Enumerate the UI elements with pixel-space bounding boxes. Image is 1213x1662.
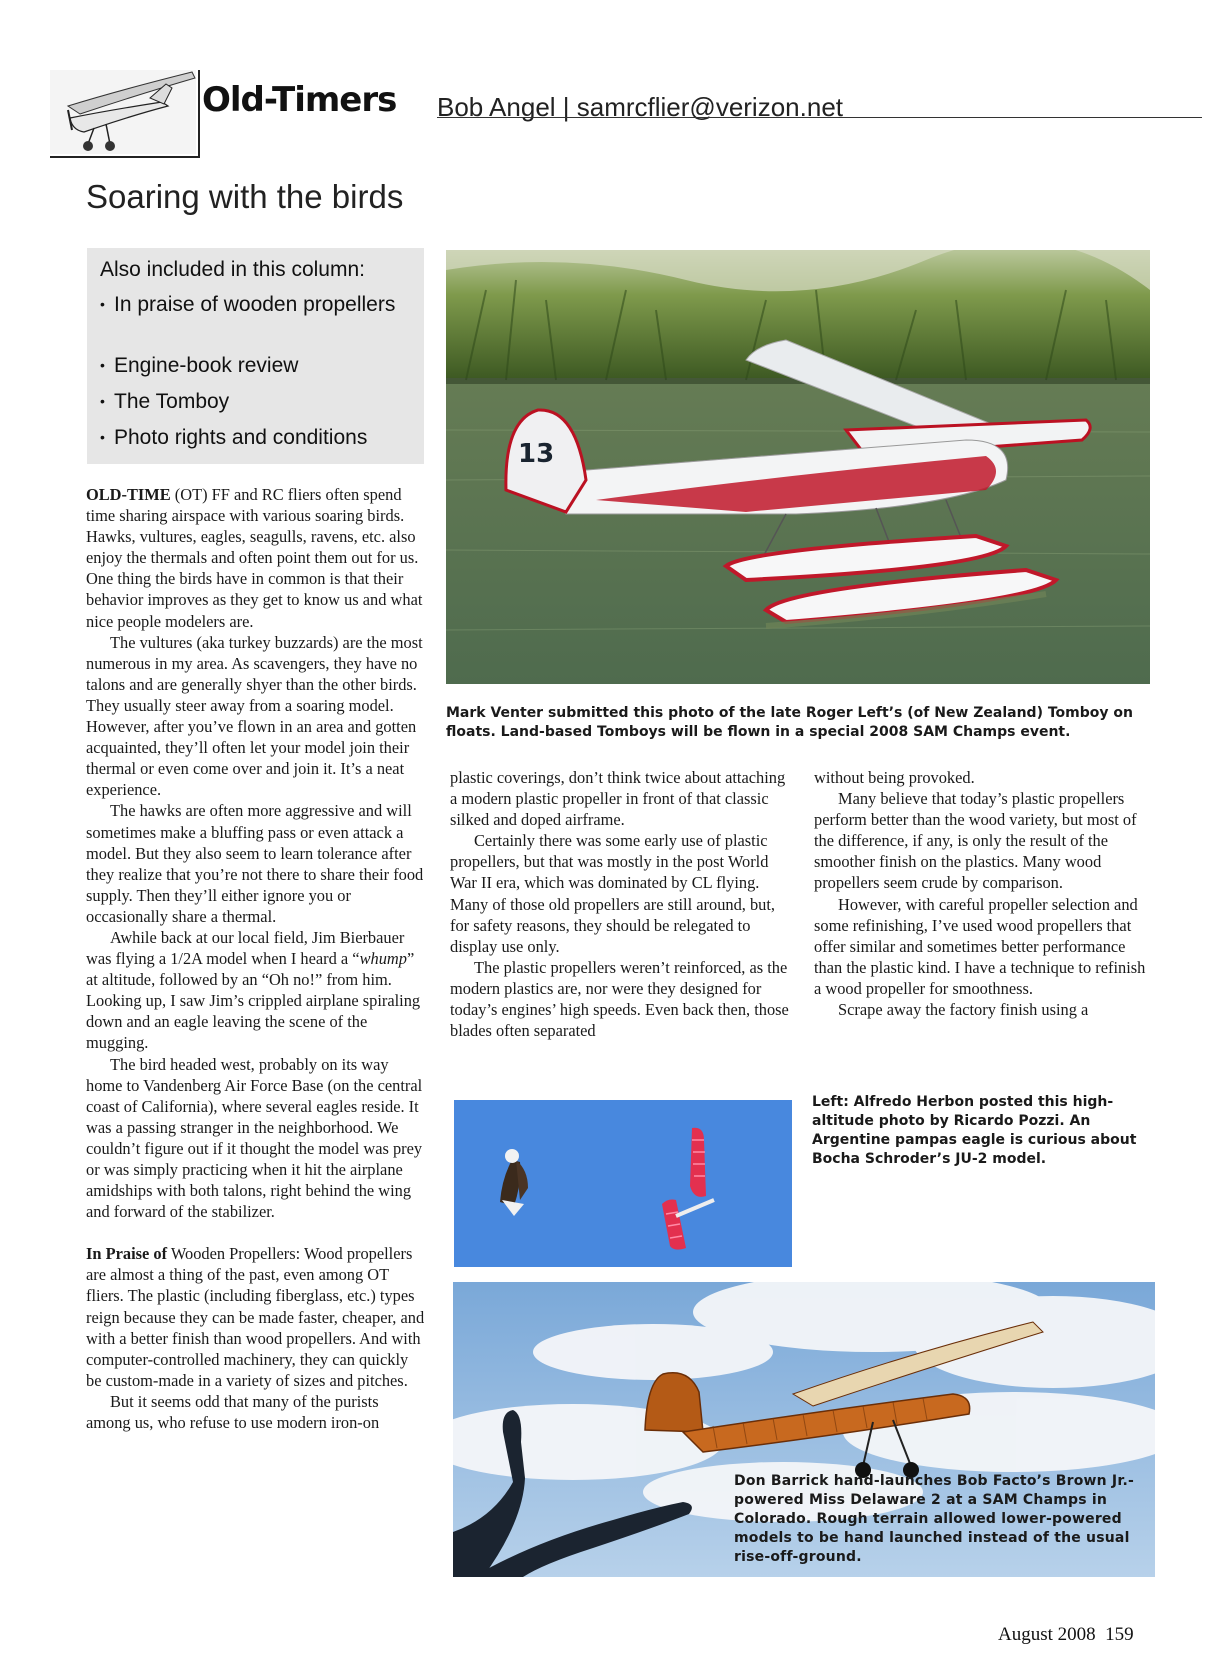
- also-included-item: • Engine-book review: [100, 352, 424, 379]
- also-included-title: Also included in this column:: [100, 258, 365, 281]
- tomboy-photo-caption: Mark Venter submitted this photo of the late Roger Left’s (of New Zealand) Tomboy on floats. Land-based Tomboys will be flown in a special 2008 SAM Champs event.: [446, 705, 1133, 740]
- also-included-item: • Photo rights and conditions: [100, 424, 424, 451]
- eagle-and-model-photo: [454, 1100, 792, 1267]
- paragraph: [86, 1243, 426, 1391]
- emphasis: whump: [359, 949, 407, 969]
- body-column-1: [86, 484, 426, 1433]
- paragraph: The bird headed west, probably on its way home to Vandenberg Air Force Base (on the central coast of California), where several eagles reside. It was a passing stranger in the neighborhood. We couldn’t figure out if it thought the model was prey or was simply practicing when it hit the airplane amidships with both talons, right behind the wing and forward of the stabilizer.: [86, 1054, 423, 1222]
- paragraph: The plastic propellers weren’t reinforced, as the modern plastics are, nor were they designed for today’s engines’ high speeds. Even back then, those blades often separated: [450, 957, 789, 1041]
- paragraph: Scrape away the factory finish using a: [838, 1000, 1089, 1020]
- paragraph-text: Awhile back at our local field, Jim Bierbauer was flying a: [86, 927, 405, 969]
- paragraph: However, with careful propeller selection and some refinishing, I’ve used wood propellers that offer similar and sometimes better performance than the plastic kind. I have a technique to refinish a wood propeller for smoothness.: [814, 894, 1146, 998]
- column-logo: [50, 70, 200, 158]
- paragraph-text: Wooden Propellers: Wood propellers are almost a thing of the past, even among OT fliers. The plastic (including fiberglass, etc.) types reign because they can be made faster, cheaper, and with a better finish than wood propellers. And with computer-controlled machinery, they can quickly be custom-made in a variety of sizes and pitches.: [86, 1244, 425, 1390]
- vintage-airplane-icon: [50, 70, 196, 154]
- paragraph: without being provoked.: [814, 768, 975, 787]
- header-rule: [437, 117, 1202, 118]
- paragraph-text: A model when I heard a “: [191, 949, 360, 969]
- issue-date: August 2008: [998, 1624, 1096, 1645]
- also-included-box: [87, 248, 424, 464]
- hand-launch-photo-caption: Don Barrick hand-launches Bob Facto’s Brown Jr.-powered Miss Delaware 2 at a SAM Champs in Colorado. Rough terrain allowed lower-powered models to be hand launched instead of the usual rise-off-ground.: [734, 1473, 1134, 1565]
- section-lead: In Praise of: [86, 1244, 168, 1264]
- tail-number: 13: [518, 439, 555, 469]
- page-number: 159: [1105, 1624, 1134, 1645]
- paragraph-text: (OT) FF and RC fliers often spend time sharing airspace with various soaring birds. Hawks, vultures, eagles, seagulls, ravens, etc. also enjoy the thermals and often point them out for us. One thing the birds have in common is that their behavior improves as they get to know us and what nice people modelers are.: [86, 485, 423, 631]
- eagle-photo-caption: Left: Alfredo Herbon posted this high-altitude photo by Ricardo Pozzi. An Argentine pampas eagle is curious about Bocha Schroder’s JU-2 model.: [812, 1094, 1137, 1167]
- article-headline: Soaring with the birds: [86, 178, 404, 215]
- also-included-item: • In praise of wooden propellers: [100, 291, 424, 318]
- body-column-2: [450, 767, 792, 1041]
- paragraph: plastic coverings, don’t think twice about attaching a modern plastic propeller in front of that classic silked and doped airframe.: [450, 768, 786, 830]
- column-title: Old-Timers: [202, 80, 397, 120]
- tomboy-floatplane-photo: [446, 250, 1150, 684]
- fraction: 1/2: [170, 949, 192, 969]
- page-footer: [998, 1624, 1134, 1646]
- also-included-item: • The Tomboy: [100, 388, 424, 415]
- paragraph: But it seems odd that many of the purists among us, who refuse to use modern iron-on: [86, 1391, 380, 1433]
- paragraph: Many believe that today’s plastic propellers perform better than the wood variety, but most of the difference, if any, is only the result of the smoother finish on the plastics. Many wood propellers seem crude by comparison.: [814, 789, 1137, 893]
- paragraph: [86, 484, 426, 632]
- paragraph: Certainly there was some early use of plastic propellers, but that was mostly in the post World War II era, which was dominated by CL flying. Many of those old propellers are still around, but, for safety reasons, they should be relegated to display use only.: [450, 831, 776, 956]
- paragraph-text: ” at altitude, followed by an “Oh no!” from him. Looking up, I saw Jim’s crippled airplane spiraling down and an eagle leaving the scene of the mugging.: [86, 949, 421, 1053]
- author-byline: Bob Angel | samrcflier@verizon.net: [437, 92, 843, 122]
- lead-in: OLD-TIME: [86, 485, 171, 504]
- body-column-3: [814, 767, 1154, 1020]
- paragraph: The vultures (aka turkey buzzards) are the most numerous in my area. As scavengers, they have no talons and are generally shyer than the other birds. They usually steer away from a soaring model. However, after you’ve flown in an area and gotten acquainted, they’ll often let your model join their thermal or even come over and join it. It’s a neat experience.: [86, 632, 423, 800]
- paragraph: [86, 927, 426, 1054]
- paragraph: The hawks are often more aggressive and will sometimes make a bluffing pass or even attack a model. But they also seem to learn tolerance after they realize that you’re not there to share their food supply. Then they’ll either ignore you or occasionally share a thermal.: [86, 801, 424, 926]
